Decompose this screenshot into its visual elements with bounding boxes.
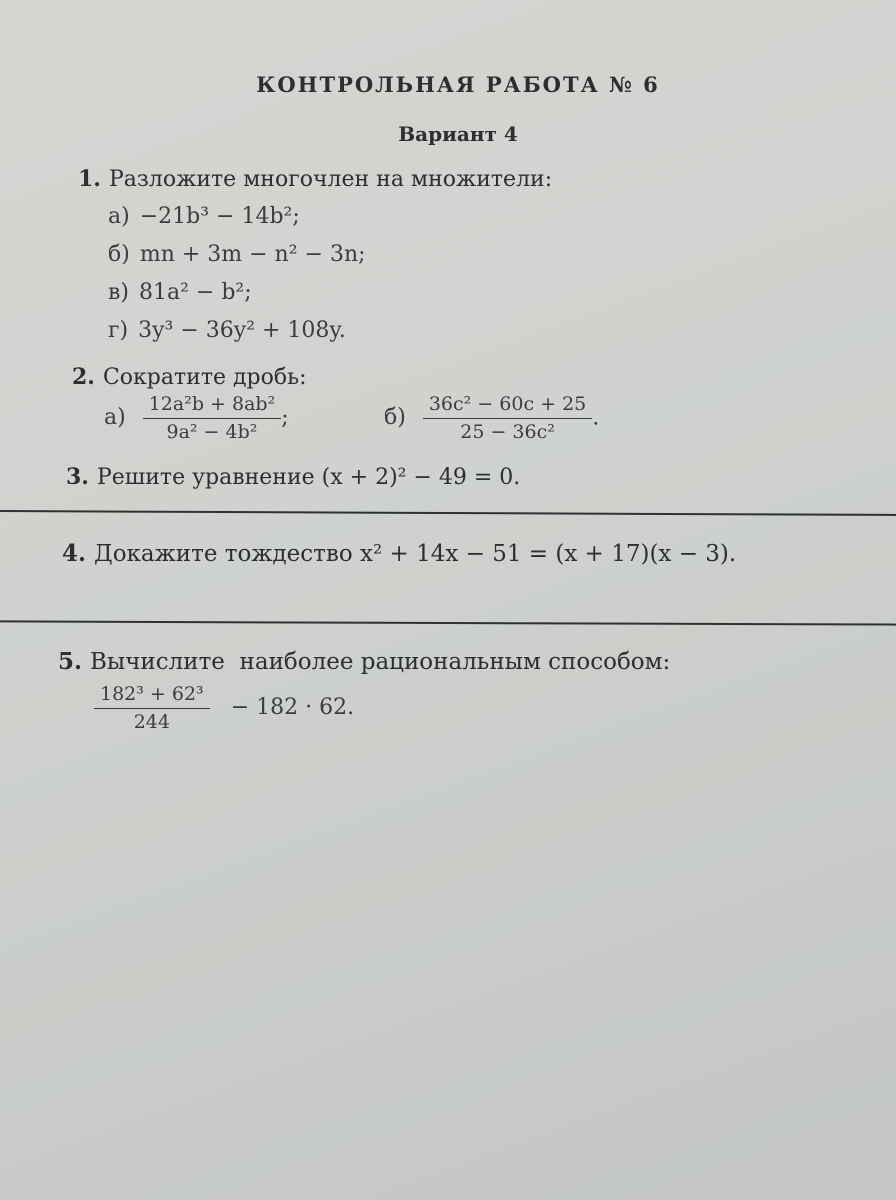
- item-label: б): [384, 405, 406, 431]
- task-1-text: Разложите многочлен на множители:: [108, 167, 553, 192]
- task-3-text: Решите уравнение: [96, 465, 315, 490]
- fraction-a-numerator: 12a²b + 8ab²: [143, 394, 281, 419]
- fraction-a: [143, 394, 281, 443]
- page-title: КОНТРОЛЬНАЯ РАБОТА № 6: [256, 72, 660, 97]
- task-1-item-c: [108, 280, 252, 305]
- fraction-a-punct: ;: [281, 405, 289, 431]
- item-expression: 3y³ − 36y² + 108y.: [138, 318, 346, 343]
- variant-label: Вариант 4: [398, 122, 518, 146]
- task-5-rest: − 182 · 62.: [230, 695, 355, 721]
- task-1-item-a: [108, 204, 300, 229]
- fraction-b-punct: .: [592, 405, 600, 431]
- item-label: а): [104, 405, 126, 431]
- task-5-number: 5.: [58, 648, 83, 675]
- task-3-heading: [66, 464, 520, 490]
- item-expression: 81a² − b²;: [138, 280, 252, 305]
- task-1-item-b: [108, 242, 366, 267]
- task-5-heading: [58, 648, 670, 675]
- fraction-b-numerator: 36c² − 60c + 25: [423, 394, 592, 419]
- item-label: г): [108, 318, 129, 343]
- fraction-5-numerator: 182³ + 62³: [94, 684, 210, 709]
- fraction-b-denominator: 25 − 36c²: [460, 420, 555, 443]
- task-4-text: Докажите тождество: [94, 541, 353, 567]
- task-5-text: Вычислите наиболее рациональным способом:: [90, 649, 671, 675]
- task-4-heading: [62, 540, 736, 567]
- fraction-a-denominator: 9a² − 4b²: [166, 420, 258, 443]
- task-4-number: 4.: [62, 540, 87, 567]
- task-3-expression: (x + 2)² − 49 = 0.: [321, 465, 521, 490]
- fraction-5: [94, 684, 210, 733]
- task-2-number: 2.: [72, 364, 95, 390]
- task-4-expression: x² + 14x − 51 = (x + 17)(x − 3).: [360, 541, 737, 567]
- divider-line: [0, 620, 896, 625]
- task-1-item-d: [108, 318, 346, 343]
- fraction-b: [423, 394, 592, 443]
- task-2-heading: [72, 364, 307, 390]
- item-label: а): [108, 204, 130, 229]
- task-3-number: 3.: [66, 464, 89, 490]
- task-5-expression: [94, 684, 354, 733]
- fraction-5-denominator: 244: [133, 710, 170, 733]
- item-label: в): [108, 280, 129, 305]
- divider-line: [0, 510, 896, 516]
- task-2-item-b: [384, 394, 599, 443]
- task-2-text: Сократите дробь:: [102, 365, 307, 390]
- item-expression: mn + 3m − n² − 3n;: [139, 242, 366, 267]
- item-label: б): [108, 242, 130, 267]
- item-expression: −21b³ − 14b²;: [139, 204, 300, 229]
- task-1-number: 1.: [78, 166, 101, 192]
- task-2-item-a: [104, 394, 289, 443]
- task-1-heading: [78, 166, 552, 192]
